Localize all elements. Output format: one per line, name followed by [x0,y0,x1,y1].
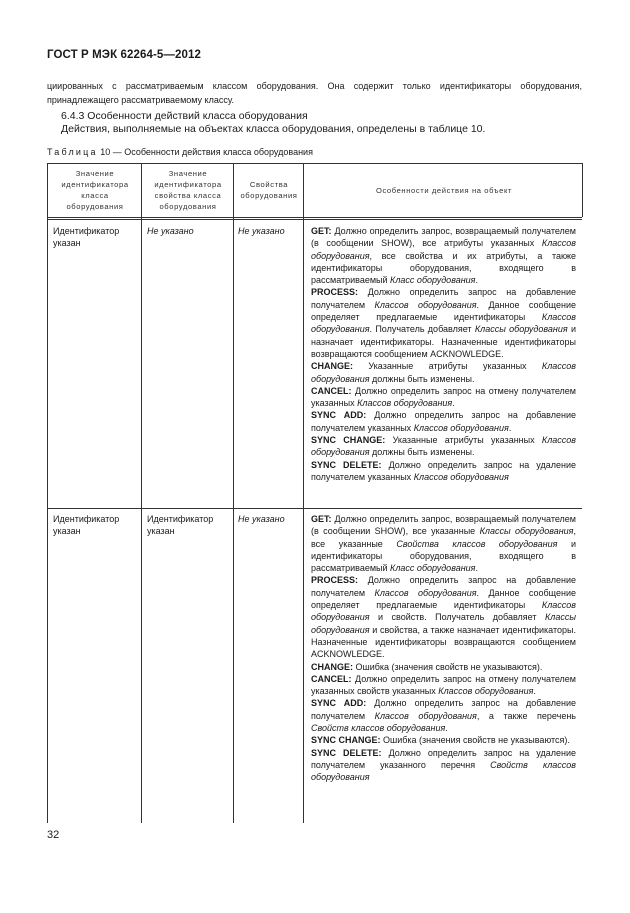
header-class-id: Значение идентификатора класса оборудования [61,169,129,211]
row2-class-id: Идентификатор указан [53,514,120,537]
row2-action-get: GET: Должно определить запрос, возвращаемый получателем (в сообщении SHOW), все указанные Классы оборудования, все указанные Свойства классов оборудования и идентификаторы оборудования, входящего в рассматриваемый Класс оборудования. [311,514,577,574]
intro-paragraph [47,79,582,107]
header-action-features: Особенности действия на объект [375,185,513,195]
table-border-left [47,163,48,823]
row2-property-id: Идентификатор указан [147,514,214,537]
row1-action-change: CHANGE: Указанные атрибуты указанных Классов оборудования должны быть изменены. [311,361,576,384]
row-divider [47,508,582,509]
row1-class-id: Идентификатор указан [53,226,120,249]
table-caption [47,147,313,157]
table-border-right [582,163,583,217]
page-number: 32 [47,829,60,841]
row2-properties: Не указано [238,514,285,524]
column-divider-2 [233,163,234,823]
intro-line-2: принадлежащего рассматриваемому классу. [47,95,234,105]
actions-table [47,163,582,823]
intro-line-1: циированных с рассматриваемым классом оборудования. Она содержит только идентификаторы оборудования, [47,81,582,91]
column-divider-3 [303,163,304,823]
row1-action-sync-add: SYNC ADD: Должно определить запрос на добавление получателем указанных Классов оборудования. [311,410,576,433]
row2-action-cancel: CANCEL: Должно определить запрос на отмену получателем указанных свойств указанных Классов оборудования. [311,673,576,697]
row2-action-change: CHANGE: Ошибка (значения свойств не указываются). [311,661,543,672]
row1-properties: Не указано [238,226,285,236]
row2-action-sync-add: SYNC ADD: Должно определить запрос на добавление получателем Классов оборудования, а также перечень Свойств классов оборудования. [311,698,576,734]
header-property-id: Значение идентификатора свойства класса оборудования [154,169,222,211]
row1-property-id: Не указано [147,226,194,236]
row1-action-process: PROCESS: Должно определить запрос на добавление получателем Классов оборудования. Данное сообщение определяет предлагаемые идентификаторы Классов оборудования. Получатель добавляет Классы оборудования и назначает идентификаторы. Назначенные идентификаторы возвращаются сообщением ACKNOWLEDGE. [311,287,577,359]
header-equipment-properties: Свойства оборудования [240,180,298,200]
row1-action-cancel: CANCEL: Должно определить запрос на отмену получателем указанных Классов оборудования. [311,385,576,409]
row2-action-sync-change: SYNC CHANGE: Ошибка (значения свойств не указываются). [311,735,570,746]
row1-action-get: GET: Должно определить запрос, возвращаемый получателем (в сообщении SHOW), все атрибуты указанных Классов оборудования, все свойства и их атрибуты, а также идентификаторы оборудования, входящего в рассматриваемый Класс оборудования. [311,226,576,286]
row1-action-sync-delete: SYNC DELETE: Должно определить запрос на удаление получателем указанных Классов оборудования [311,459,576,482]
table-caption-label: Таблица [47,147,98,157]
header-rule-double [47,219,582,220]
document-header: ГОСТ Р МЭК 62264-5—2012 [47,49,201,61]
column-divider-1 [141,163,142,823]
table-caption-rest: 10 — Особенности действия класса оборудования [97,147,313,157]
section-title: 6.4.3 Особенности действий класса оборудования [61,110,308,122]
row2-action-process: PROCESS: Должно определить запрос на добавление получателем Классов оборудования. Данное сообщение определяет предлагаемые идентификаторы Классов оборудования и свойств. Получатель добавляет Классы оборудования и свойства, а также назначает идентификаторы. Назначенные идентификаторы возвращаются сообщением ACKNOWLEDGE. [311,575,576,660]
row1-actions [311,225,576,483]
header-rule [47,217,582,218]
row2-actions [311,513,576,784]
row1-action-sync-change: SYNC CHANGE: Указанные атрибуты указанных Классов оборудования должны быть изменены. [311,435,576,458]
row2-action-sync-delete: SYNC DELETE: Должно определить запрос на удаление получателем указанного перечня Свойств классов оборудования [311,747,576,783]
section-text: Действия, выполняемые на объектах класса оборудования, определены в таблице 10. [61,123,486,135]
